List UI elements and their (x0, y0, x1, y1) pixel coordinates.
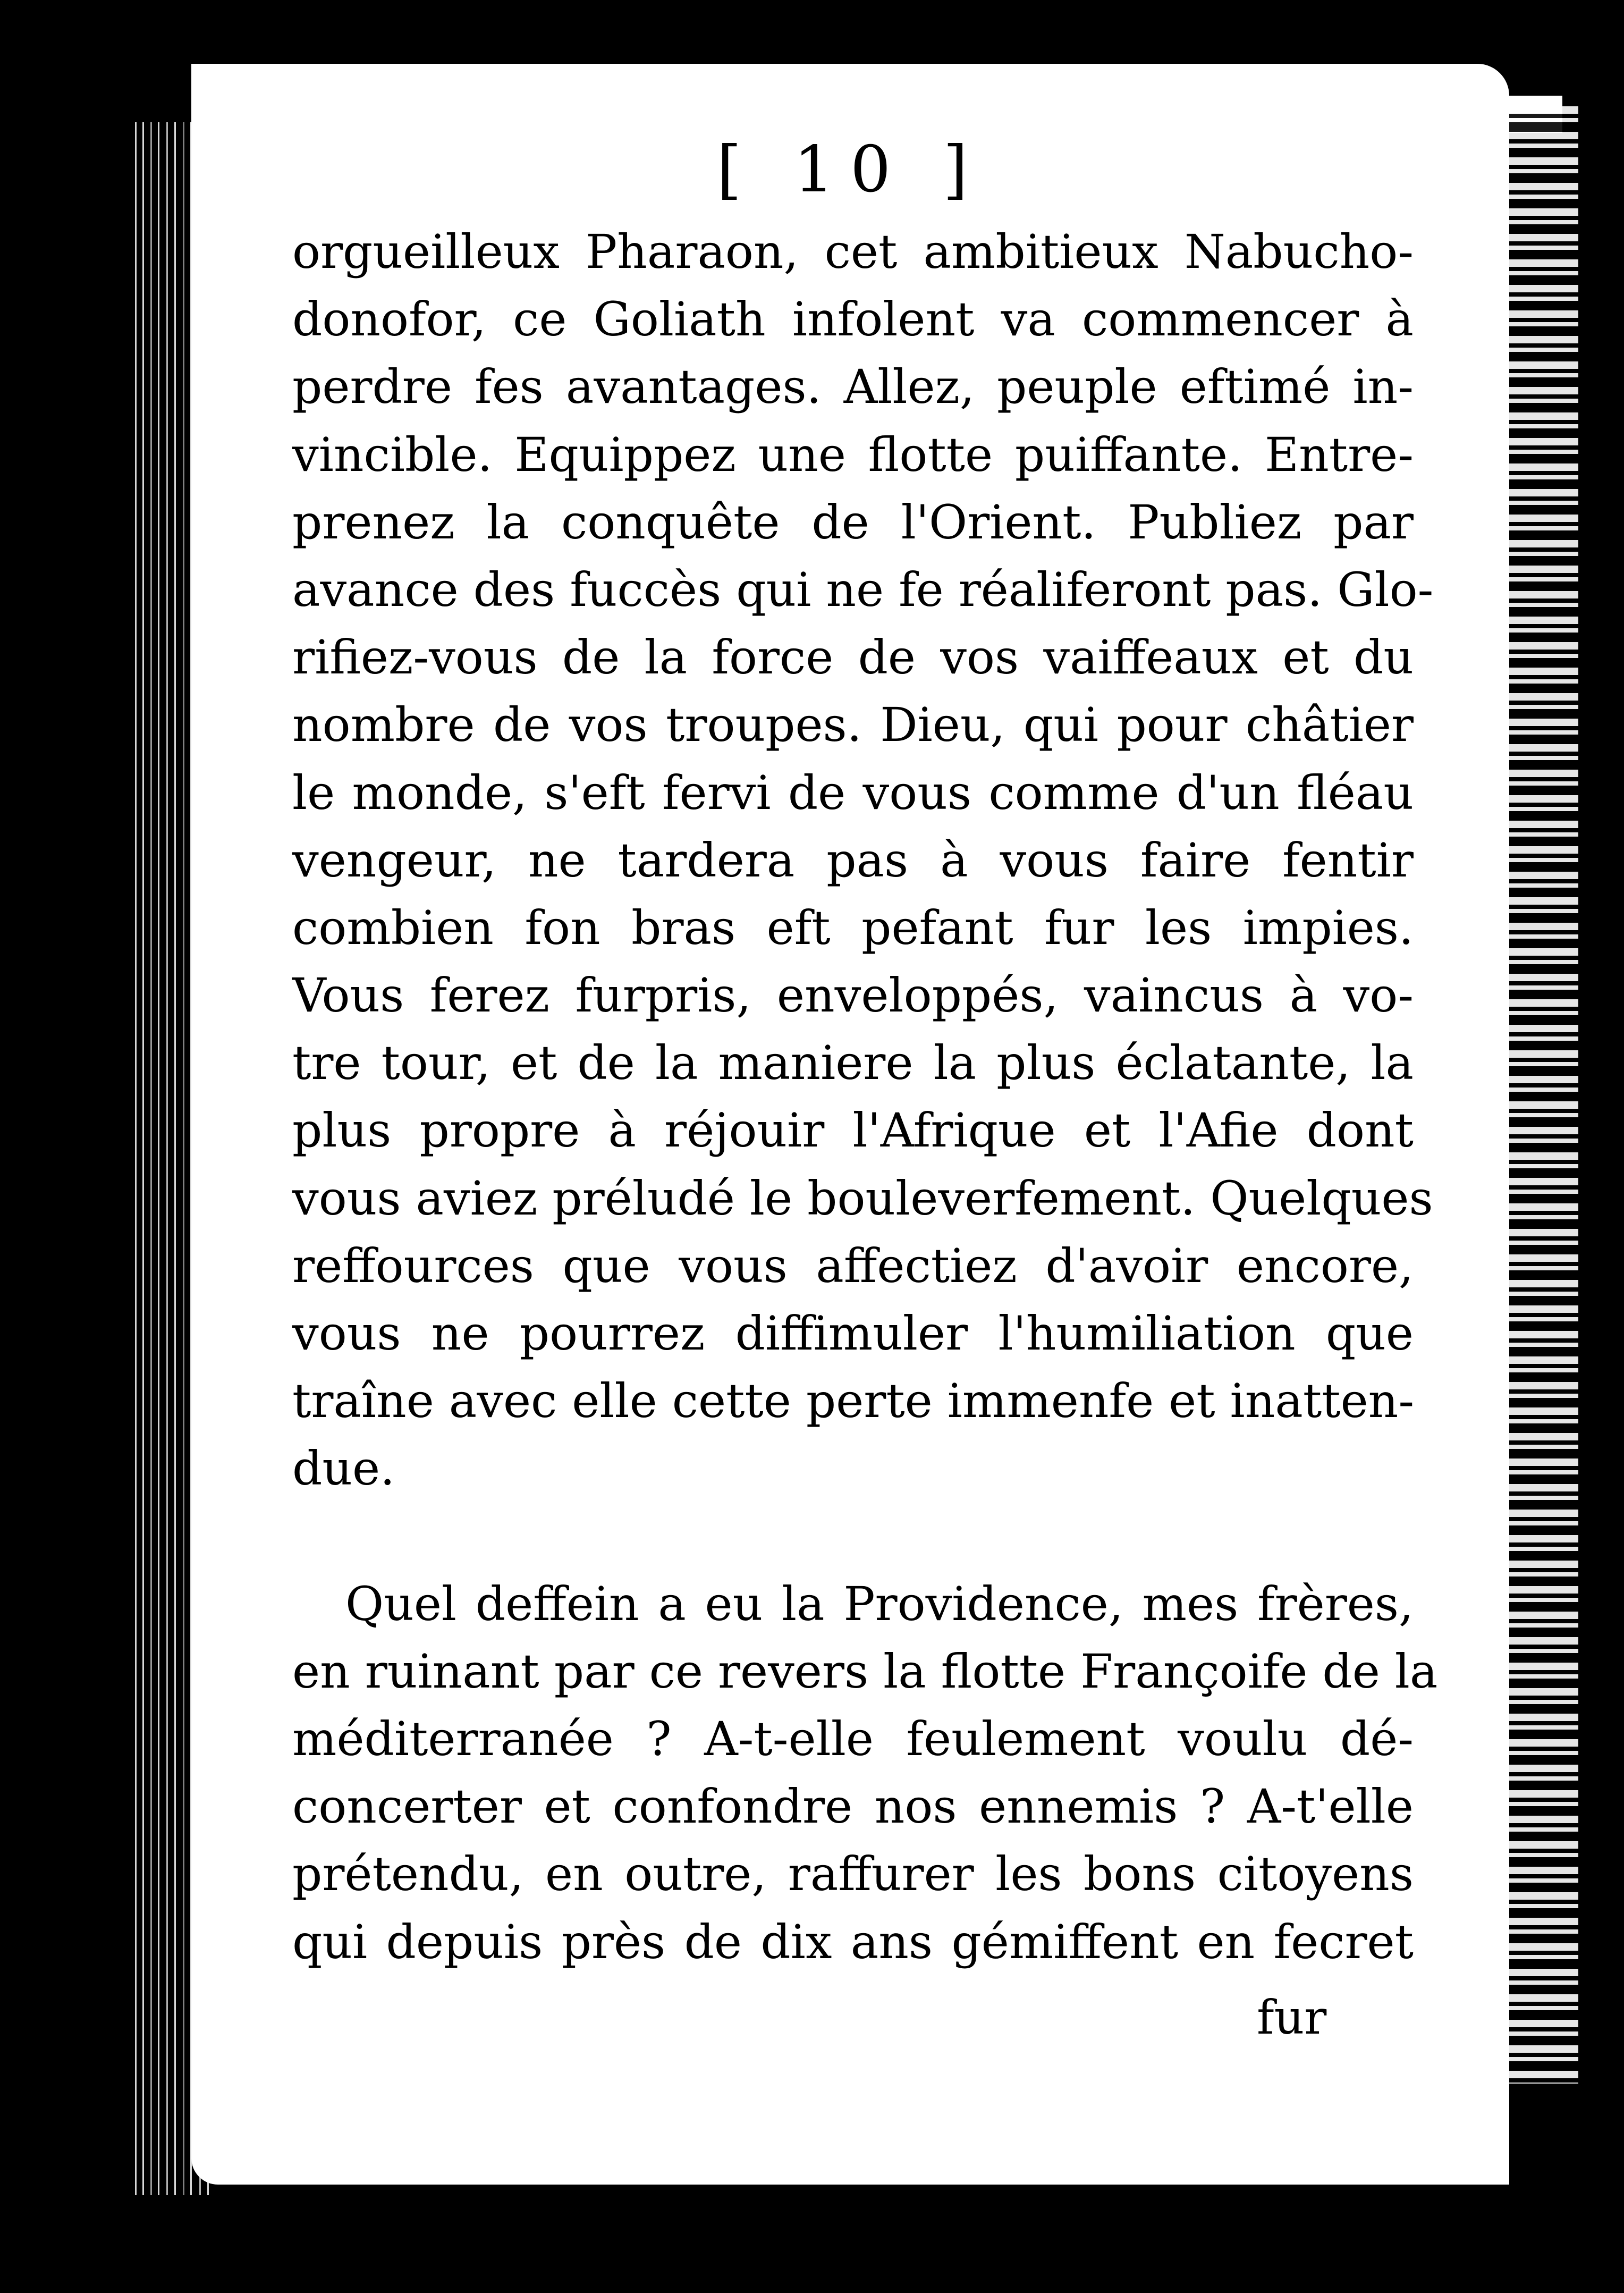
text-line: donofor, ce Goliath infolent va commencer à (292, 292, 1414, 347)
text-line: qui depuis près de dix ans gémiffent en fecret (292, 1914, 1414, 1969)
paragraph-2 (292, 1570, 1438, 1976)
book-page (191, 64, 1509, 2185)
text-line: plus propre à réjouir l'Afrique et l'Afie dont (292, 1103, 1414, 1158)
text-line: nombre de vos troupes. Dieu, qui pour châtier (292, 697, 1414, 753)
text-line: reffources que vous affectiez d'avoir encore, (292, 1238, 1414, 1293)
text-line: orgueilleux Pharaon, cet ambitieux Nabucho- (292, 224, 1414, 279)
page-text (292, 218, 1438, 1976)
text-line: Vous ferez furpris, enveloppés, vaincus à vo- (292, 968, 1414, 1023)
text-line: prenez la conquête de l'Orient. Publiez par (292, 494, 1414, 550)
text-line: due. (292, 1441, 395, 1496)
binding-gutter (1509, 106, 1578, 2084)
page-number-header: [ 10 ] (716, 133, 984, 207)
text-line: traîne avec elle cette perte immenfe et inatten- (292, 1373, 1415, 1429)
text-line: perdre fes avantages. Allez, peuple eftimé in- (292, 359, 1414, 415)
text-line: prétendu, en outre, raffurer les bons citoyens (292, 1847, 1414, 1902)
text-line: avance des fuccès qui ne fe réaliferont pas. Glo- (292, 562, 1434, 617)
text-line: Quel deffein a eu la Providence, mes frères, (345, 1576, 1414, 1631)
text-line: combien fon bras eft pefant fur les impies. (292, 900, 1414, 955)
text-line: vous aviez préludé le bouleverfement. Quelques (292, 1170, 1433, 1226)
text-line: vengeur, ne tardera pas à vous faire fentir (292, 832, 1414, 888)
paragraph-gap (292, 1503, 1414, 1570)
text-line: tre tour, et de la maniere la plus éclatante, la (292, 1035, 1414, 1091)
text-line: le monde, s'eft fervi de vous comme d'un fléau (292, 765, 1414, 820)
text-line: vous ne pourrez diffimuler l'humiliation que (292, 1306, 1414, 1361)
paragraph-1 (292, 218, 1434, 1503)
text-line: en ruinant par ce revers la flotte Françoife de la (292, 1643, 1438, 1699)
text-line: concerter et confondre nos ennemis ? A-t'elle (292, 1779, 1414, 1834)
text-line: vincible. Equippez une flotte puiffante. Entre- (292, 427, 1414, 482)
text-line: rifiez-vous de la force de vos vaiffeaux et du (292, 630, 1414, 685)
catchword: fur (1257, 1990, 1327, 2045)
text-line: méditerranée ? A-t-elle feulement voulu dé- (292, 1711, 1414, 1766)
